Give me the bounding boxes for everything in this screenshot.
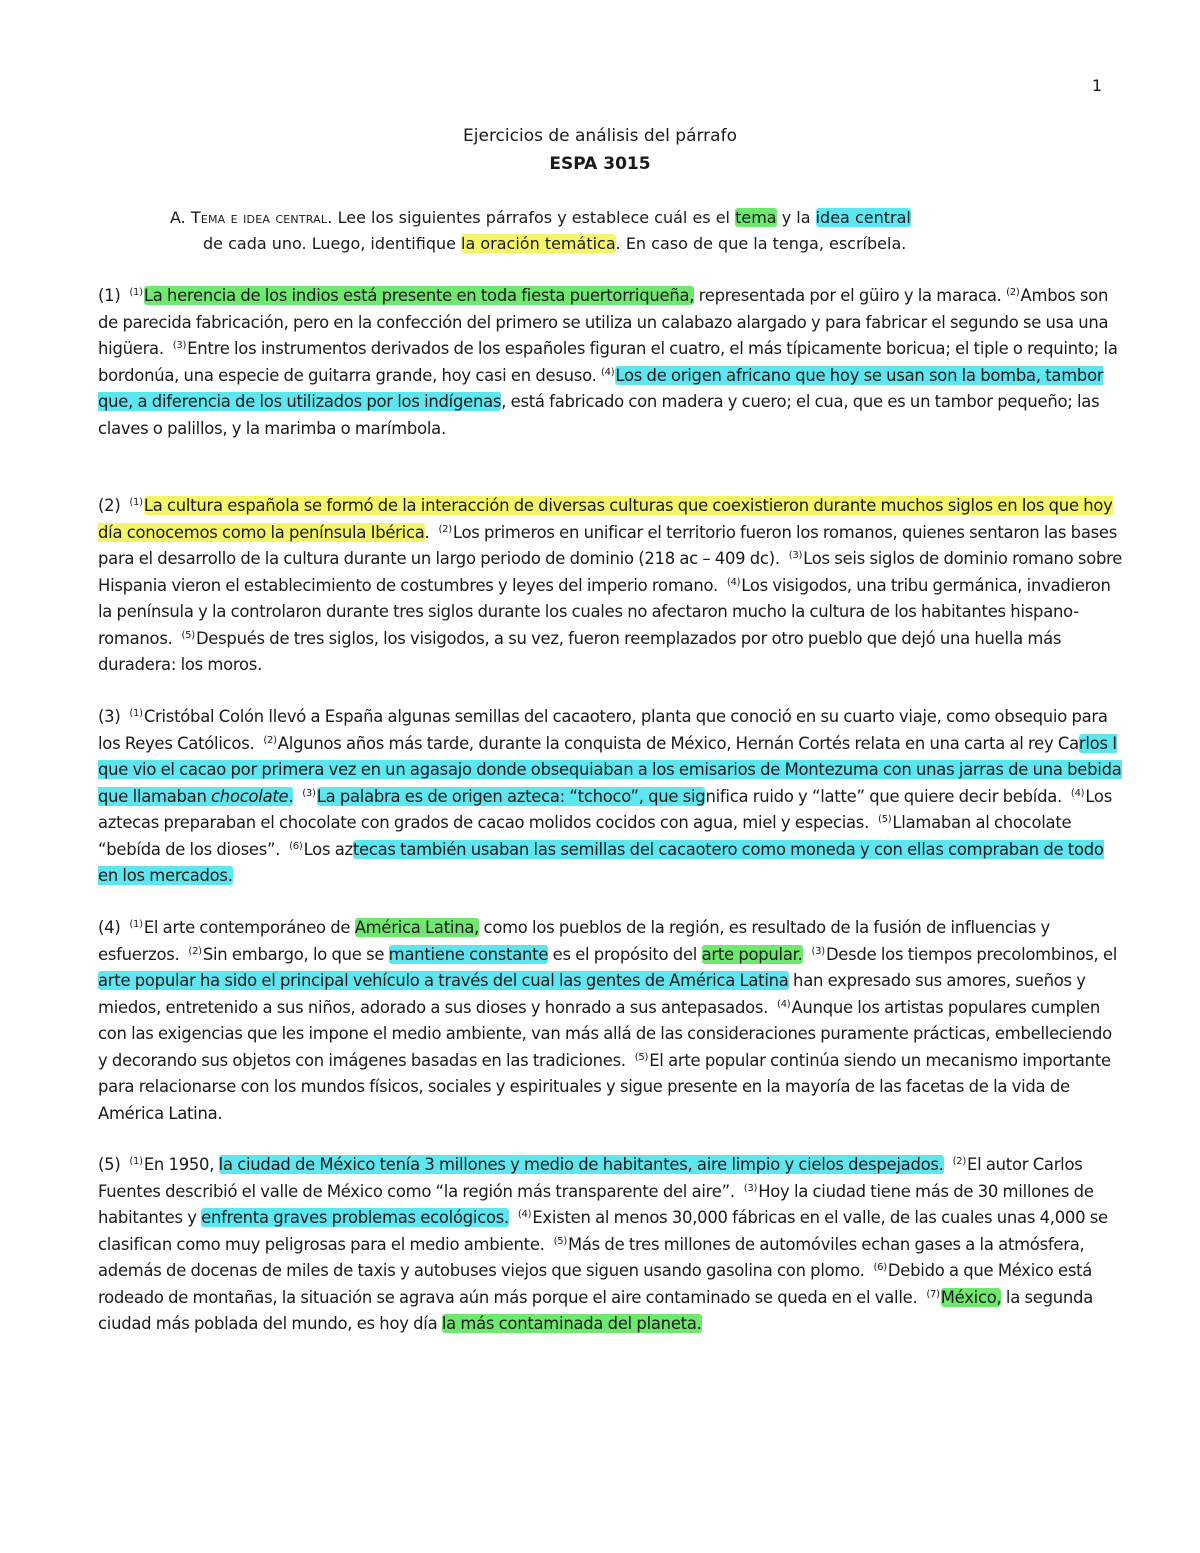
highlight-sentence: La palabra es de origen azteca: “tchoco”, que sig <box>316 786 706 806</box>
section-letter: A. <box>170 208 186 227</box>
page-number: 1 <box>1091 76 1102 95</box>
paragraph-3: (3) $^{(1)}$Cristóbal Colón llevó a España algunas semillas del cacaotero, planta que conoció en su cuarto viaje, como obsequio para los Reyes Católicos. $^{(2)}$Algunos años más tarde, durante la conquista de México, Hernán Cortés relata en una carta al rey Carlos I que vio el cacao por primera vez en un agasajo donde obsequiaban a los emisarios de Montezuma con unas jarras de una bebida que llamaban chocolate. $^{(3)}$La palabra es de origen azteca: “tchoco”, que significa ruido y “latte” que quiere decir bebída. $^{(4)}$Los aztecas preparaban el chocolate con grados de cacao molidos cocidos con agua, miel y especias. $^{(5)}$Llamaban al chocolate “bebída de los dioses”. $^{(6)}$Los aztecas también usaban las semillas del cacaotero como moneda y con ellas compraban de todo en los mercados. <box>98 707 1122 885</box>
highlight-phrase: México, <box>940 1287 1002 1307</box>
paragraph-number: (1) <box>98 286 121 305</box>
highlight-sentence: La cultura española se formó de la interacción de diversas culturas que coexistieron durante muchos siglos en los que hoy día conocemos como la península Ibérica <box>98 496 1113 542</box>
highlight-phrase: arte popular. <box>701 944 803 964</box>
highlight-tema: tema <box>735 208 777 227</box>
highlight-phrase: la ciudad de México tenía 3 millones y medio de habitantes, aire limpio y cielos despejados. <box>218 1155 944 1174</box>
highlight-sentence: rlos I que vio el cacao por primera vez en un agasajo donde obsequiaban a los emisarios de Montezuma con unas jarras de una bebida que llamaban chocolate. <box>98 733 1122 806</box>
highlight-phrase: la más contaminada del planeta. <box>441 1314 702 1333</box>
paragraph-5: (5) $^{(1)}$En 1950, la ciudad de México tenía 3 millones y medio de habitantes, aire limpio y cielos despejados. $^{(2)}$El autor Carlos Fuentes describió el valle de México como “la región más transparente del aire”. $^{(3)}$Hoy la ciudad tiene más de 30 millones de habitantes y enfrenta graves problemas ecológicos. $^{(4)}$Existen al menos 30,000 fábricas en el valle, de las cuales unas 4,000 se clasifican como muy peligrosas para el medio ambiente. $^{(5)}$Más de tres millones de automóviles echan gases a la atmósfera, además de docenas de miles de taxis y autobuses viejos que siguen usando gasolina con plomo. $^{(6)}$Debido a que México está rodeado de montañas, la situación se agrava aún más porque el aire contaminado se queda en el valle. $^{(7)}$México, la segunda ciudad más poblada del mundo, es hoy día la más contaminada del planeta. <box>98 1155 1108 1333</box>
paragraph-number: (2) <box>98 496 121 515</box>
paragraph-number: (5) <box>98 1155 121 1174</box>
highlight-sentence: La herencia de los indios está presente en toda fiesta puertorriqueña, <box>143 286 695 305</box>
highlight-sentence: tecas también usaban las semillas del cacaotero como moneda y con ellas compraban de todo en los mercados. <box>98 839 1104 885</box>
highlight-sentence: Los de origen africano que hoy se usan son la bomba, tambor que, a diferencia de los utilizados por los indígenas <box>98 365 1104 411</box>
section-heading: Tema e idea central. <box>190 208 333 227</box>
highlight-phrase: América Latina, <box>354 918 480 937</box>
highlight-oracion-tematica: la oración temática <box>461 234 616 253</box>
highlight-idea-central: idea central <box>815 208 911 227</box>
highlight-phrase: enfrenta graves problemas ecológicos. <box>201 1208 509 1227</box>
course-code: ESPA 3015 <box>549 154 651 174</box>
instructions: A. Tema e idea central. Lee los siguientes párrafos y establece cuál es el tema y la idea central de cada uno. Luego, identifique la oración temática. En caso de que la tenga, escríbela. <box>170 208 911 253</box>
paragraph-2: (2) $^{(1)}$La cultura española se formó de la interacción de diversas culturas que coexistieron durante muchos siglos en los que hoy día conocemos como la península Ibérica. $^{(2)}$Los primeros en unificar el territorio fueron los romanos, quienes sentaron las bases para el desarrollo de la cultura durante un largo periodo de dominio (218 ac – 409 dc). $^{(3)}$Los seis siglos de dominio romano sobre Hispania vieron el establecimiento de costumbres y leyes del imperio romano. $^{(4)}$Los visigodos, una tribu germánica, invadieron la península y la controlaron durante tres siglos durante los cuales no afectaron mucho la cultura de los habitantes hispano-romanos. $^{(5)}$Después de tres siglos, los visigodos, a su vez, fueron reemplazados por otro pueblo que dejó una huella más duradera: los moros. <box>98 496 1123 674</box>
paragraph-4: (4) $^{(1)}$El arte contemporáneo de América Latina, como los pueblos de la región, es resultado de la fusión de influencias y esfuerzos. $^{(2)}$Sin embargo, lo que se mantiene constante es el propósito del arte popular. $^{(3)}$Desde los tiempos precolombinos, el arte popular ha sido el principal vehículo a través del cual las gentes de América Latina han expresado sus amores, sueños y miedos, entretenido a sus niños, adorado a sus dioses y honrado a sus antepasados. $^{(4)}$Aunque los artistas populares cumplen con las exigencias que les impone el medio ambiente, van más allá de las consideraciones puramente prácticas, embelleciendo y decorando sus objetos con imágenes basadas en las tradiciones. $^{(5)}$El arte popular continúa siendo un mecanismo importante para relacionarse con los mundos físicos, sociales y espirituales y sigue presente en la mayoría de las facetas de la vida de América Latina. <box>98 918 1118 1123</box>
paragraph-1: (1) $^{(1)}$La herencia de los indios está presente en toda fiesta puertorriqueña, representada por el güiro y la maraca. $^{(2)}$Ambos son de parecida fabricación, pero en la confección del primero se utiliza un calabazo alargado y para fabricar el segundo se usa una higüera. $^{(3)}$Entre los instrumentos derivados de los españoles figuran el cuatro, el más típicamente boricua; el tiple o requinto; la bordonúa, una especie de guitarra grande, hoy casi en desuso. $^{(4)}$Los de origen africano que hoy se usan son la bomba, tambor que, a diferencia de los utilizados por los indígenas, está fabricado con madera y cuero; el cua, que es un tambor pequeño; las claves o palillos, y la marimba o marímbola. <box>98 286 1118 438</box>
highlight-sentence: arte popular ha sido el principal vehículo a través del cual las gentes de América Latina <box>98 971 789 990</box>
paragraph-number: (4) <box>98 918 121 937</box>
highlight-phrase: mantiene constante <box>388 944 549 964</box>
document-title: Ejercicios de análisis del párrafo <box>463 126 737 146</box>
paragraph-number: (3) <box>98 707 121 726</box>
